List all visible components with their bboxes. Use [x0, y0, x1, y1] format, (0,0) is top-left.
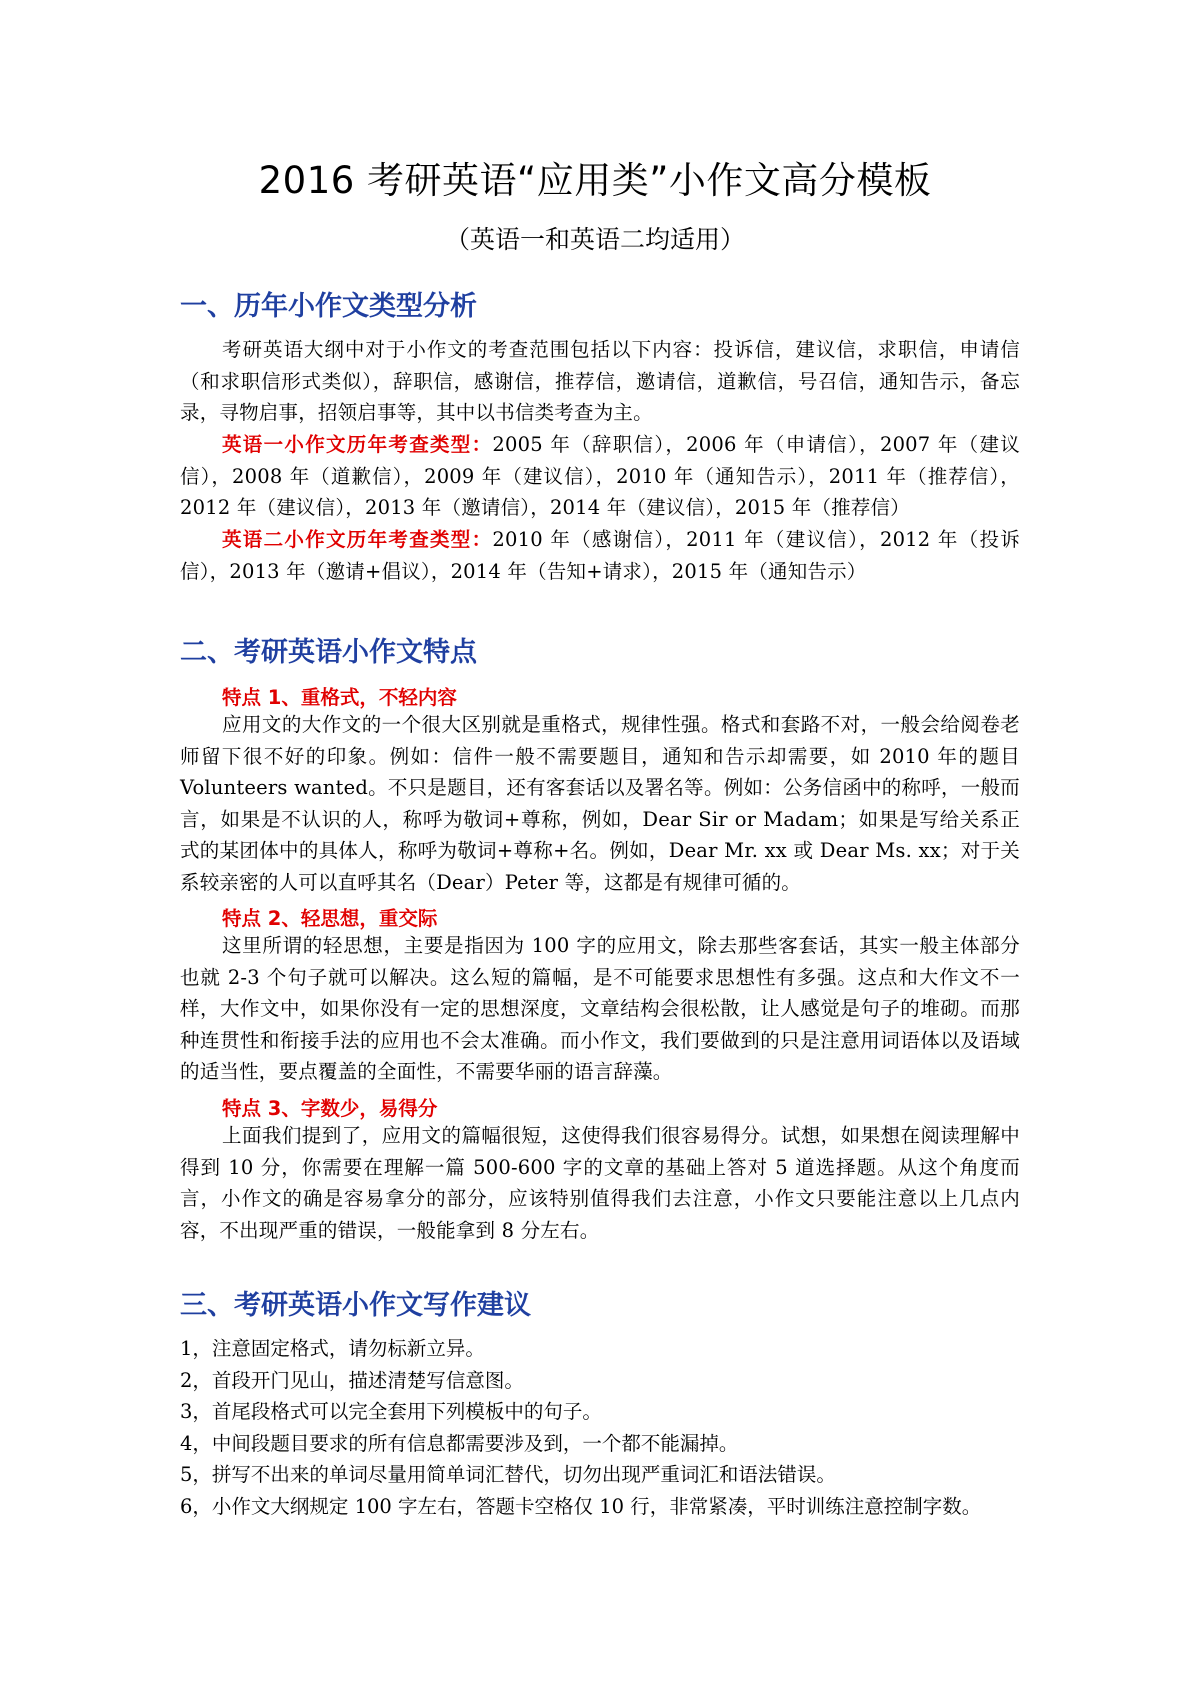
- english2-types-paragraph: [180, 524, 1020, 587]
- list-item: 6，小作文大纲规定 100 字左右，答题卡空格仅 10 行，非常紧凑，平时训练注意控制字数。: [180, 1494, 982, 1518]
- english1-types-text: 2005 年（辞职信），2006 年（申请信），2007 年（建议信），2008 年（道歉信），2009 年（建议信），2010 年（通知告示），2011 年（推荐信），2012 年（建议信），2013 年（邀请信），2014 年（建议信），2015 年（推荐信）: [180, 433, 1020, 519]
- section-heading-features: 二、考研英语小作文特点: [180, 637, 477, 668]
- list-item: 3，首尾段格式可以完全套用下列模板中的句子。: [180, 1400, 602, 1423]
- english2-types-label: 英语二小作文历年考查类型：: [222, 528, 493, 551]
- english1-types-paragraph: [180, 429, 1020, 524]
- writing-advice-list: [180, 1333, 1020, 1522]
- section-heading-writing-advice: 三、考研英语小作文写作建议: [180, 1290, 531, 1321]
- list-item: 4，中间段题目要求的所有信息都需要涉及到，一个都不能漏掉。: [180, 1431, 739, 1455]
- section1-intro-paragraph: 考研英语大纲中对于小作文的考查范围包括以下内容：投诉信，建议信，求职信，申请信（和求职信形式类似），辞职信，感谢信，推荐信，邀请信，道歉信，号召信，通知告示，备忘录，寻物启事，招领启事等，其中以书信类考查为主。: [180, 338, 1020, 424]
- feature-2-paragraph: 这里所谓的轻思想，主要是指因为 100 字的应用文，除去那些客套话，其实一般主体部分也就 2-3 个句子就可以解决。这么短的篇幅，是不可能要求思想性有多强。这点和大作文不一样，大作文中，如果你没有一定的思想深度，文章结构会很松散，让人感觉是句子的堆砌。而那种连贯性和衔接手法的应用也不会太准确。而小作文，我们要做到的只是注意用词语体以及语域的适当性，要点覆盖的全面性，不需要华丽的语言辞藻。: [180, 934, 1020, 1083]
- feature-3-heading: 特点 3、字数少，易得分: [222, 1097, 438, 1120]
- feature-3-paragraph: 上面我们提到了，应用文的篇幅很短，这使得我们很容易得分。试想，如果想在阅读理解中得到 10 分，你需要在理解一篇 500-600 字的文章的基础上答对 5 道选择题。从这个角度而言，小作文的确是容易拿分的部分，应该特别值得我们去注意，小作文只要能注意以上几点内容，不出现严重的错误，一般能拿到 8 分左右。: [180, 1124, 1020, 1242]
- english1-types-label: 英语一小作文历年考查类型：: [222, 433, 493, 456]
- list-item: 2，首段开门见山，描述清楚写信意图。: [180, 1368, 524, 1392]
- feature-1-heading: 特点 1、重格式，不轻内容: [222, 686, 457, 709]
- document-title: 2016 考研英语“应用类”小作文高分模板: [258, 159, 932, 202]
- feature-1-paragraph: 应用文的大作文的一个很大区别就是重格式，规律性强。格式和套路不对，一般会给阅卷老师留下很不好的印象。例如：信件一般不需要题目，通知和告示却需要，如 2010 年的题目 Volunteers wanted。不只是题目，还有客套话以及署名等。例如：公务信函中的称呼，一般而言，如果是不认识的人，称呼为敬词+尊称，例如，Dear Sir or Madam；如果是写给关系正式的某团体中的具体人，称呼为敬词+尊称+名。例如，Dear Mr. xx 或 Dear Ms. xx；对于关系较亲密的人可以直呼其名（Dear）Peter 等，这都是有规律可循的。: [180, 713, 1020, 894]
- english2-types-text: 2010 年（感谢信），2011 年（建议信），2012 年（投诉信），2013 年（邀请+倡议），2014 年（告知+请求），2015 年（通知告示）: [180, 528, 1020, 583]
- list-item: 5，拼写不出来的单词尽量用简单词汇替代，切勿出现严重词汇和语法错误。: [180, 1463, 836, 1486]
- document-subtitle: （英语一和英语二均适用）: [444, 225, 745, 254]
- section-heading-type-analysis: 一、历年小作文类型分析: [180, 291, 477, 322]
- list-item: 1，注意固定格式，请勿标新立异。: [180, 1337, 485, 1360]
- feature-2-heading: 特点 2、轻思想，重交际: [222, 907, 438, 930]
